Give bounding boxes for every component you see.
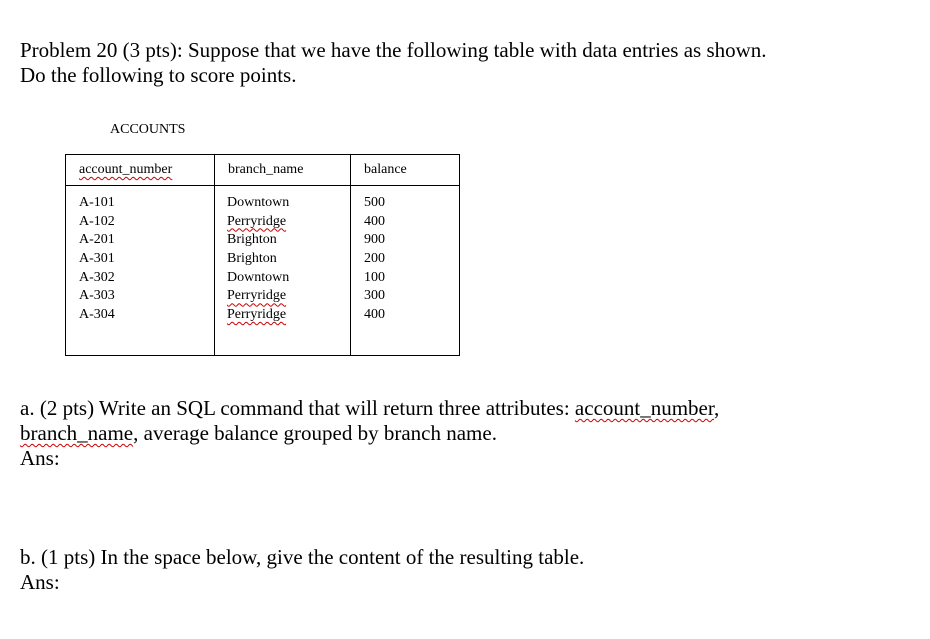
- cell-account-number: A-101: [79, 195, 115, 210]
- cell-balance: 500: [364, 195, 385, 210]
- part-a: [20, 396, 719, 471]
- header-balance: balance: [364, 162, 407, 177]
- term-branch-name: branch_name: [20, 421, 134, 445]
- cell-account-number: A-304: [79, 307, 115, 323]
- header-cell: [66, 155, 214, 186]
- part-a-line-2: [20, 421, 719, 446]
- column-balance: [350, 155, 459, 355]
- cell-branch-name: Downtown: [227, 195, 290, 210]
- part-b-answer-label: Ans:: [20, 570, 60, 594]
- problem-line-2: Do the following to score points.: [20, 63, 297, 87]
- part-a-line-1: [20, 396, 719, 421]
- cell-balance: 900: [364, 232, 385, 248]
- cell-account-number: A-302: [79, 269, 115, 285]
- cell-balance: 300: [364, 288, 385, 304]
- cell-branch-name: Downtown: [227, 269, 290, 285]
- part-a-comma: ,: [714, 396, 720, 420]
- part-a-text-end: , average balance grouped by branch name.: [133, 421, 497, 445]
- cell-branch-name: [227, 287, 289, 306]
- cell-balance: 100: [364, 269, 385, 285]
- part-a-text: a. (2 pts) Write an SQL command that will return three attributes:: [20, 396, 575, 420]
- cell-account-number: A-303: [79, 288, 115, 304]
- problem-line-1: Problem 20 (3 pts): Suppose that we have the following table with data entries as shown.: [20, 38, 767, 62]
- cell-account-number: A-301: [79, 251, 115, 267]
- cell-branch-name: [227, 306, 289, 325]
- cell-balance: 400: [364, 307, 385, 323]
- part-b: [20, 545, 584, 595]
- cell-balance: 200: [364, 251, 385, 267]
- term-account-number: account_number: [574, 396, 715, 420]
- cell-branch-name-text: Perryridge: [227, 288, 287, 304]
- cell-branch-name: Brighton: [227, 251, 277, 267]
- problem-statement: [20, 38, 767, 88]
- cell-account-number: A-201: [79, 232, 115, 248]
- cell-balance: 400: [364, 213, 385, 229]
- table-caption: ACCOUNTS: [110, 122, 186, 137]
- header-cell: [214, 155, 350, 186]
- header-branch-name: branch_name: [228, 162, 304, 177]
- column-branch-name: [214, 155, 351, 355]
- cell-branch-name-text: Perryridge: [227, 307, 287, 323]
- part-b-text: b. (1 pts) In the space below, give the content of the resulting table.: [20, 545, 585, 569]
- accounts-table: [65, 154, 460, 356]
- header-account-number: account_number: [79, 162, 173, 177]
- column-account-number: [66, 155, 215, 355]
- part-a-answer-label: Ans:: [20, 446, 60, 470]
- cell-branch-name-text: Perryridge: [227, 213, 287, 229]
- cell-branch-name: [227, 213, 289, 232]
- cell-branch-name: Brighton: [227, 232, 277, 248]
- cell-account-number: A-102: [79, 213, 115, 229]
- header-cell: [350, 155, 459, 186]
